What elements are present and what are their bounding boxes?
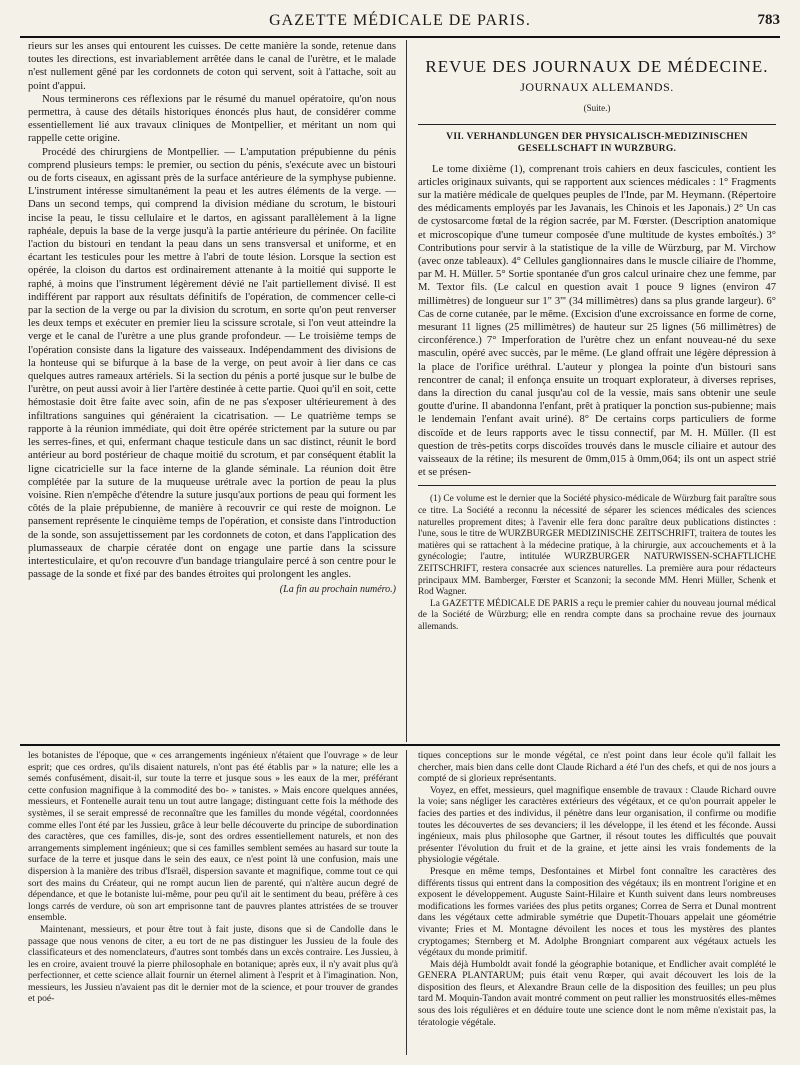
- column-divider: [406, 40, 407, 742]
- feuilleton-paragraph: les botanistes de l'époque, que « ces arrangements ingénieux n'étaient que l'ouvrage » de leur esprit; que ces ordres, qu'ils disaient naturels, n'ont pas été établis par » la nature; elle les a semés confusément, disait-il, sur toute la terre et jusque sous » les eaux de la mer, préférant cette confusion magnifique à la commodité des bo- » tanistes. » Mais encore quelques années, messieurs, et Fontenelle aurait tenu un tout autre langage; distinguant cette fois la méthode des systèmes, il se serait empressé de reconnaître que les familles du monde végétal, coordonnées comme elles l'ont été par les Jussieu, grâce à leur belle découverte du principe de subordination des caractères, que ces familles, dis-je, sont des ordres essentiellement naturels, et non des arrangements simplement ingénieux; que si ces familles semblent semées au hasard sur toute la surface de la terre et jusque dans le sein des eaux, ce n'est point là une confusion, mais une dispersion à la manière des tribus d'Israël, dispersion savante et magnifique, comme tout ce qui sort des mains du Créateur, qui ne rompt aucun lien de parenté, qui n'altère aucun degré de dépendance, et que le botaniste lui-même, pour peu qu'il ait le sentiment du beau, préfère à ces longs carrés de verdure, où son art emprisonne tant de pauvres plantes attristées de se trouver ensemble.: [28, 750, 398, 924]
- footnotes: [418, 494, 776, 633]
- header-rule: [20, 36, 780, 38]
- feuilleton-left: [28, 750, 398, 1055]
- feuilleton-right: [418, 750, 776, 1055]
- feuilleton-divider: [406, 750, 407, 1055]
- review-subtitle: JOURNAUX ALLEMANDS.: [520, 80, 674, 95]
- feuilleton-rule: [20, 744, 780, 746]
- feuilleton-paragraph: Presque en même temps, Desfontaines et Mirbel font connaître les caractères des différents tissus qui entrent dans la composition des végétaux; ils en montrent l'origine et en exposent le développement. Auguste Saint-Hilaire et Kunth suivent dans leurs nombreuses modifications les formes variées des plus petits organes; Correa de Serra et Dunal montrent dans les végétaux cette admirable symétrie que Dupetit-Thouars appelait une géométrie vivante; Fries et M. Montagne dévoilent les noces et tous les mystères des plantes cryptogames; Sternberg et M. Adolphe Brongniart comparent aux végétaux actuels les végétaux du monde primitif.: [418, 865, 776, 959]
- review-rule: [418, 124, 776, 125]
- feuilleton-paragraph: Maintenant, messieurs, et pour être tout à fait juste, disons que si de Candolle dans le passage que nous venons de citer, a eu tort de ne pas distinguer les Jussieu de la foule des classificateurs et des nomenclateurs, d'autres sont tombés dans un excès contraire. Les Jussieu, à les en croire, avaient trouvé la pierre philosophale en botanique; après eux, il n'y avait plus qu'à perfectionner, et cette science allait fournir un éternel aliment à l'esprit et à l'imagination. Non, messieurs, les Jussieu n'avaient pas dit le dernier mot de la science, et pour trouver de grandes et poé-: [28, 923, 398, 1005]
- feuilleton-paragraph: Mais déjà Humboldt avait fondé la géographie botanique, et Endlicher avait complété le GENERA PLANTARUM; puis était venu Rœper, qui avait découvert les lois de la disposition des fleurs, et Alexandre Braun celle de la disposition des feuilles; un peu plus tard M. Moquin-Tandon avait montré comment on peut rallier les monstruosités elles-mêmes sous des lois régulières et en déduire toute une science dont le nom même n'existait pas, la tératologie végétale.: [418, 958, 776, 1028]
- review-body: Le tome dixième (1), comprenant trois cahiers en deux fascicules, contient les articles originaux suivants, qui se rapportent aux sciences médicales : 1° Fragments sur la matière médicale de quelques peuples de l'Inde, par M. Heymann. (Répertoire des médicaments employés par les Javanais, les Chinois et les Japonais.) 2° Un cas de cystosarcome fœtal de la région sacrée, par M. Fœrster. (Description anatomique et microscopique d'une tumeur composée d'une multitude de kystes emboîtés.) 3° Contributions pour servir à la statistique de la ville de Würzburg, par M. Virchow (avec onze tableaux). 4° Cellules ganglionnaires dans le muscle ciliaire de l'homme, par M. H. Müller. 5° Sortie spontanée d'un gros calcul urinaire chez une femme, par M. Textor fils. (Le calcul en question avait 1 pouce 9 lignes (environ 47 millimètres) de longueur sur 1" 3''' (34 millimètres) dans sa plus grande largeur). 6° Cas de corne cutanée, par le même. (Excision d'une excroissance en forme de corne, mesurant 11 lignes (25 millimètres) de hauteur sur 25 lignes (56 millimètres) de circonférence.) 7° Imperforation de l'urètre chez un enfant nouveau-né du sexe masculin, opéré avec succès, par le même. (Le gland offrait une légère dépression à la place de l'orifice uréthral. L'auteur y plongea la pointe d'un bistouri sans rencontrer de canal; il enfonça ensuite un troquart explorateur, à diverses reprises, dans la direction du canal jusqu'au col de la vessie, mais sans obtenir une seule goutte d'urine. Il abandonna l'enfant, prêt à pratiquer la ponction sus-pubienne; mais le lendemain l'enfant avait uriné). 8° De certains corps particuliers de forme discoïde et de leurs rapports avec le tissu connectif, par M. H. Müller. (Il est question de très-petits corps discoïdes trouvés dans le muscle ciliaire et autour des vaisseaux de la rétine; ils mesurent de 0mm,015 à 0mm,064; ils ont un aspect strié et se présen-: [418, 163, 776, 479]
- review-title: REVUE DES JOURNAUX DE MÉDECINE.: [425, 57, 769, 76]
- continued-note: (La fin au prochain numéro.): [279, 584, 396, 596]
- journal-title: GAZETTE MÉDICALE DE PARIS.: [269, 12, 531, 29]
- feuilleton-paragraph: Voyez, en effet, messieurs, quel magnifique ensemble de travaux : Claude Richard ouvre la voie; sans négliger les caractères extérieurs des végétaux, et ce qu'on pourrait appeler le facies des parties et des individus, il pénètre dans leur organisation, il confirme ou modifie toutes les découvertes de ses devanciers; il les développe, il les étend et les féconde. Aussi ingénieux, mais plus philosophe que Gartner, il résout toutes les difficultés que pouvait présenter l'évolution du fruit et de la graine, et jette ainsi les vrais fondements de la physiologie végétale.: [418, 784, 776, 866]
- footnote: (1) Ce volume est le dernier que la Société physico-médicale de Würzburg fait paraître sous ce titre. La Société a reconnu la nécessité de séparer les sciences médicales des sciences naturelles proprement dites; à l'avenir elle fera donc paraître deux publications distinctes : l'une, sous le titre de WURZBURGER MEDIZINISCHE ZEITSCHRIFT, traitera de toutes les matières qui se rattachent à la médecine pratique, à la chirurgie, aux accouchements et à la gynécologie; l'autre, intitulée WURZBURGER NATURWISSEN-SCHAFTLICHE ZEITSCHRIFT, restera consacrée aux sciences naturelles. La première aura pour rédacteurs principaux MM. Bamberger, Fœrster et Scanzoni; la seconde MM. Henri Müller, Schenk et Rod Wagner.: [418, 494, 776, 598]
- left-column: [28, 40, 396, 742]
- section-heading: VII. VERHANDLUNGEN DER PHYSICALISCH-MEDIZINISCHEN GESELLSCHAFT IN WURZBURG.: [446, 131, 748, 154]
- feuilleton-paragraph: tiques conceptions sur le monde végétal, ce n'est point dans leur école qu'il fallait les chercher, mais bien dans celle dont Claude Richard a été l'un des chefs, et qui de nos jours a compté de si glorieux représentants.: [418, 750, 776, 785]
- left-paragraph: Procédé des chirurgiens de Montpellier. — L'amputation prépubienne du pénis comprend plusieurs temps: le premier, ou section du pénis, s'exécute avec un bistouri ou de forts ciseaux, en agissant près de la surface antérieure de la symphyse pubienne. L'instrument intéresse simultanément la peau et les autres éléments de la verge. — Dans un second temps, qui comprend la division médiane du scrotum, le bistouri incise la peau, le tissu cellulaire et le dartos, en agissant parallèlement à la ligne raphéale, depuis la base de la verge jusqu'à la partie antérieure du périnée. On facilite l'action du bistouri en tendant la peau dans un sens transversal et uniforme, et en écartant les testicules pour les mettre à l'abri de toute lésion. Lorsque la section est opérée, la cloison du dartos est ordinairement attenante à la moitié qui supporte le raphé, à moins que l'instrument légèrement dévié ne l'ait partiellement divisé. Il est indifférent par rapport aux résultats définitifs de l'opération, de commencer celle-ci par la section de la verge ou par la division du scrotum, en sorte qu'on peut renverser les deux temps et exécuter en premier lieu la scissure scrotale, si l'on veut atteindre la verge et le canal de l'urètre a une plus grande profondeur. — Le troisième temps de l'opération consiste dans la ligature des vaisseaux. Indépendamment des divisions de la honteuse qui se bifurque à la base de la verge, on peut avoir à lier dans ce cas quelques autres rameaux artériels. Si la section du pénis a porté jusque sur le bulbe de l'urètre, on peut aussi avoir à lier l'artère destinée à cette partie. Quoi qu'il en soit, cette hémostasie doit être faite avec soin, afin de ne pas s'exposer ultérieurement à des infiltrations sanguines qui généraient la cicatrisation. — Le quatrième temps se rapporte à la réunion immédiate, qui doit être opérée strictement par la suture ou par les serres-fines, et qui, enfermant chaque testicule dans un sac distinct, réunit le bord antérieur au bord postérieur de chaque moitié du scrotum, et par conséquent établit la ligne cicatricielle sur la face interne de la glande séminale. La réunion doit être complétée par la suture de la muqueuse urétrale avec la portion de peau la plus voisine. Rien n'empêche d'étendre la suture jusqu'aux portions de peau qui forment les côtés de la plaie prépubienne, de manière à recouvrir ce qui reste de moignon. Le pansement représente le cinquième temps de l'opération, et consiste dans l'introduction de la sonde, son assujettissement par les cordonnets de coton, et dans l'application des plumasseaux de charpie cératée dont on engage une partie dans la scissure intertesticulaire, et qu'on recouvre d'un bandage triangulaire percé à son centre pour le passage de la sonde et fixé par des bandes étroites qui prolongent les angles.: [28, 146, 396, 581]
- review-suite: (Suite.): [583, 103, 611, 114]
- page-number: 783: [757, 12, 780, 28]
- left-paragraph: rieurs sur les anses qui entourent les cuisses. De cette manière la sonde, retenue dans toutes les directions, est invariablement arrêtée dans le canal de l'urètre, et le malade n'est nullement gêné par les cordonnets de coton qui servent, soit à l'attache, soit au point d'appui.: [28, 41, 396, 92]
- footnote: La GAZETTE MÉDICALE DE PARIS a reçu le premier cahier du nouveau journal médical de la Société de Würzburg; elle en rendra compte dans sa prochaine revue des journaux allemands.: [418, 598, 776, 633]
- footnote-rule: [418, 485, 776, 486]
- right-column: [418, 40, 776, 742]
- left-paragraph: Nous terminerons ces réflexions par le résumé du manuel opératoire, qu'on nous permettra, à cause des détails historiques énoncés plus haut, de considérer comme essentiellement lié aux travaux cliniques de Montpellier, et méritant un nom qui rappelle cette origine.: [28, 93, 396, 145]
